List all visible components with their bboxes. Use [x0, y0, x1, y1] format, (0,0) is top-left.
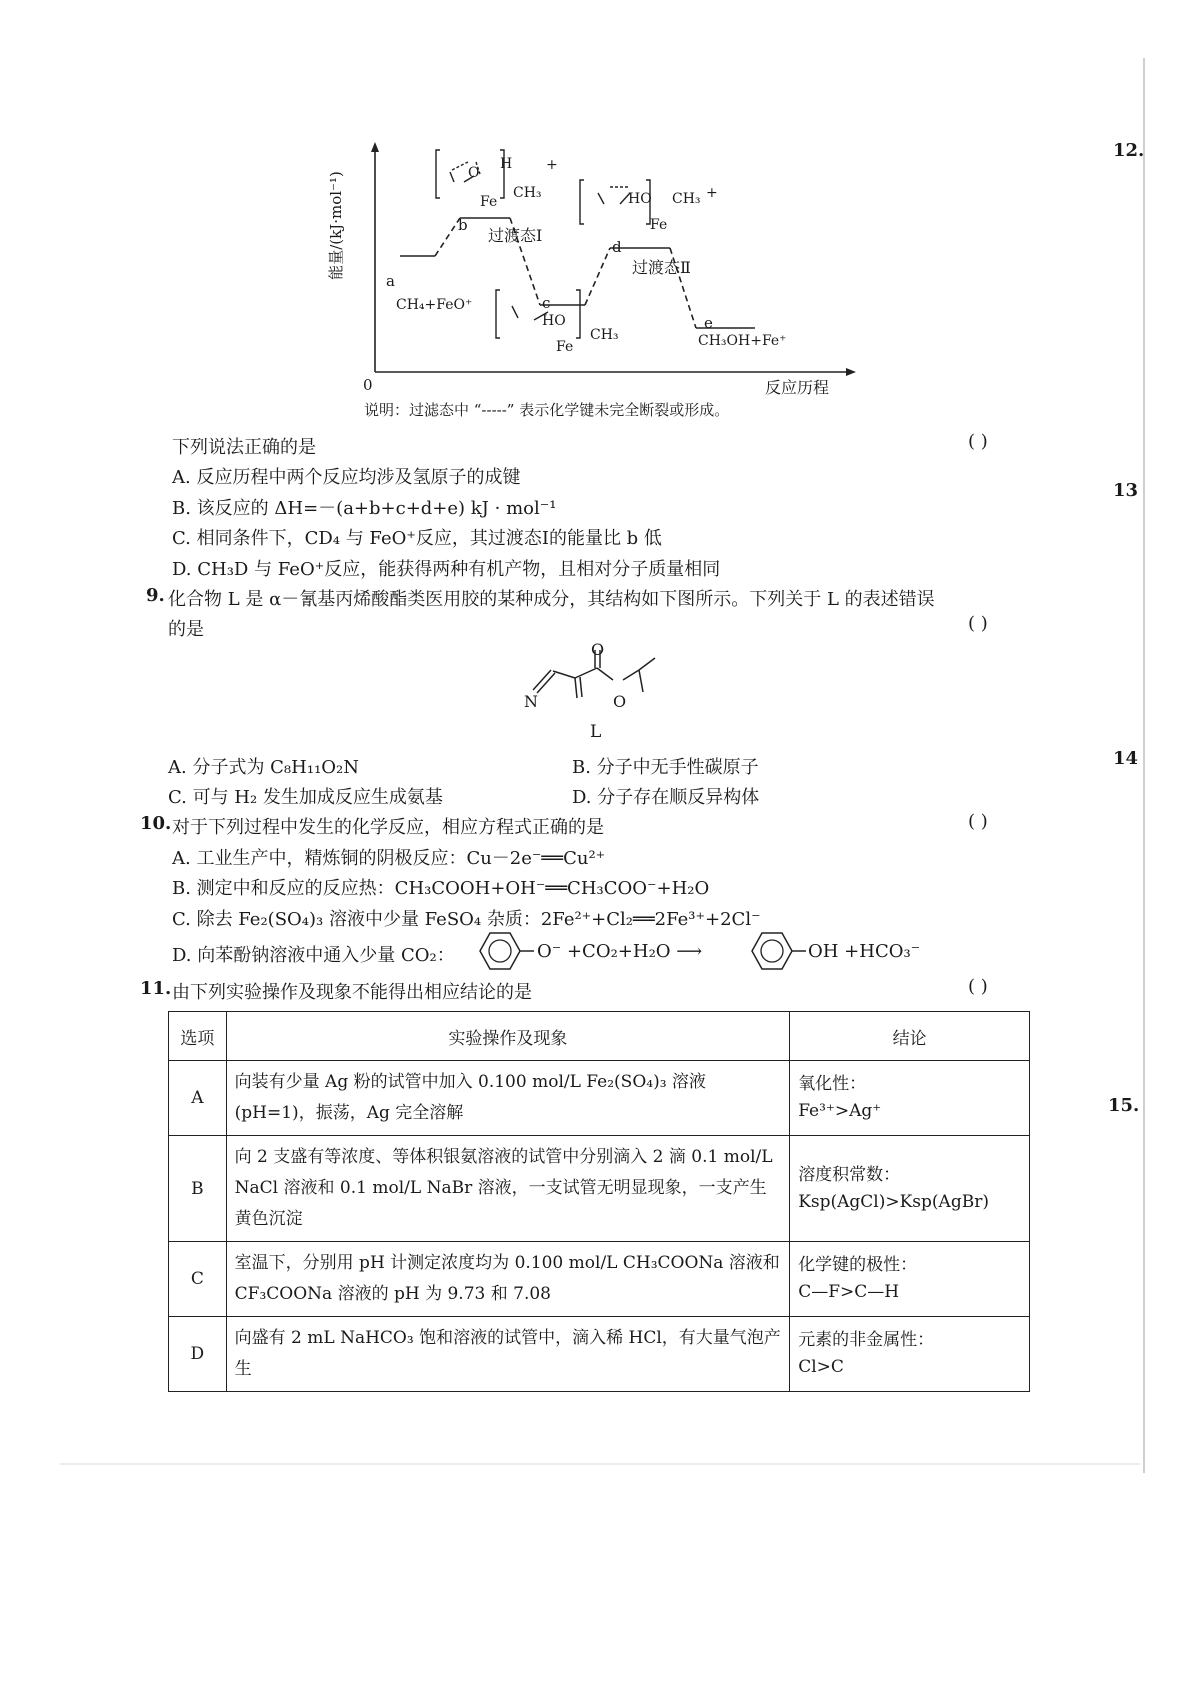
ts1-charge: +	[546, 157, 558, 173]
row-d-option: D	[169, 1317, 227, 1392]
q9-stem-line2: 的是	[168, 619, 204, 640]
table-row	[169, 1242, 1030, 1317]
margin-number-12: 12.	[1113, 140, 1145, 161]
q10-option-a: A. 工业生产中，精炼铜的阴极反应：Cu－2e⁻══Cu²⁺	[172, 848, 606, 869]
row-d-operation: 向盛有 2 mL NaHCO₃ 饱和溶液的试管中，滴入稀 HCl，有大量气泡产生	[226, 1317, 790, 1392]
point-d: d	[612, 238, 622, 256]
diagram-note: 说明：过滤态中 “-----” 表示化学键未完全断裂或形成。	[364, 401, 730, 419]
point-c: c	[542, 294, 551, 312]
q9-option-a: A. 分子式为 C₈H₁₁O₂N	[168, 757, 360, 778]
q10-option-d-middle: O⁻ +CO₂+H₂O ⟶	[537, 941, 703, 962]
q9-option-c: C. 可与 H₂ 发生加成反应生成氨基	[168, 787, 443, 808]
molecule-n: N	[524, 692, 538, 711]
point-b: b	[458, 216, 468, 234]
margin-number-14: 14	[1113, 748, 1139, 769]
row-c-option: C	[169, 1242, 227, 1317]
q10-number	[140, 813, 171, 834]
row-d-conclusion: 元素的非金属性： Cl>C	[790, 1317, 1030, 1392]
row-c-operation: 室温下，分别用 pH 计测定浓度均为 0.100 mol/L CH₃COONa 溶液和 CF₃COONa 溶液的 pH 为 9.73 和 7.08	[226, 1242, 790, 1317]
row-c-conclusion: 化学键的极性： C—F>C—H	[790, 1242, 1030, 1317]
y-axis-label: 能量/(kJ·mol⁻¹)	[326, 171, 345, 280]
q10-answer-paren: ( )	[968, 811, 988, 832]
row-a-conclusion: 氧化性： Fe³⁺>Ag⁺	[790, 1061, 1030, 1136]
ts1-ch3: CH₃	[513, 185, 542, 201]
q8-option-c: C. 相同条件下，CD₄ 与 FeO⁺反应，其过渡态Ⅰ的能量比 b 低	[172, 528, 662, 549]
experiment-table	[168, 1011, 1030, 1392]
q9-option-b: B. 分子中无手性碳原子	[572, 757, 759, 778]
header-option: 选项	[169, 1012, 227, 1061]
benzene-ring-phenoxide-icon	[476, 929, 536, 973]
q8-stem: 下列说法正确的是	[172, 437, 316, 458]
x-axis-arrow	[846, 368, 856, 376]
header-operation: 实验操作及现象	[226, 1012, 790, 1061]
q8-option-b: B. 该反应的 ΔH=－(a+b+c+d+e) kJ · mol⁻¹	[172, 498, 557, 519]
q9-stem-line1: 化合物 L 是 α－氰基丙烯酸酯类医用胶的某种成分，其结构如下图所示。下列关于 L 的表述错误	[168, 589, 935, 610]
int-ho: HO	[542, 313, 566, 329]
ts1-o: O	[468, 165, 480, 181]
row-a-option: A	[169, 1061, 227, 1136]
ts1-label: 过渡态Ⅰ	[488, 226, 543, 245]
q9-number	[146, 585, 165, 606]
int-ch3: CH₃	[590, 327, 619, 343]
q11-stem: 由下列实验操作及现象不能得出相应结论的是	[172, 982, 532, 1003]
point-a: a	[386, 272, 395, 290]
margin-number-13: 13	[1113, 480, 1139, 501]
q11-num: 11.	[140, 978, 172, 999]
q10-option-b: B. 测定中和反应的反应热：CH₃COOH+OH⁻══CH₃COO⁻+H₂O	[172, 878, 710, 899]
benzene-ring-phenol-icon	[748, 929, 808, 973]
reactants-label: CH₄+FeO⁺	[396, 297, 473, 313]
q10-num: 10.	[140, 813, 172, 834]
q10-option-c: C. 除去 Fe₂(SO₄)₃ 溶液中少量 FeSO₄ 杂质：2Fe²⁺+Cl₂══2Fe³⁺+2Cl⁻	[172, 909, 761, 930]
header-conclusion: 结论	[790, 1012, 1030, 1061]
row-a-operation: 向装有少量 Ag 粉的试管中加入 0.100 mol/L Fe₂(SO₄)₃ 溶液(pH=1)，振荡，Ag 完全溶解	[226, 1061, 790, 1136]
q10-stem: 对于下列过程中发生的化学反应，相应方程式正确的是	[172, 817, 604, 838]
q9-answer-paren: ( )	[968, 613, 988, 634]
page-edge-line	[1143, 58, 1145, 1473]
q11-number	[140, 978, 171, 999]
molecule-label-l: L	[590, 722, 602, 742]
q10-option-d-end: OH +HCO₃⁻	[808, 941, 921, 962]
margin-number-15: 15.	[1108, 1095, 1140, 1116]
ts2-charge: +	[706, 185, 718, 201]
q9-option-d: D. 分子存在顺反异构体	[572, 787, 760, 808]
ts2-fe: Fe	[650, 217, 668, 233]
table-row	[169, 1136, 1030, 1242]
point-e: e	[704, 314, 713, 332]
q8-option-d: D. CH₃D 与 FeO⁺反应，能获得两种有机产物，且相对分子质量相同	[172, 559, 721, 580]
q11-answer-paren: ( )	[968, 976, 988, 997]
bottom-fold-line	[60, 1463, 1140, 1465]
products-label: CH₃OH+Fe⁺	[698, 333, 787, 349]
molecule-o-carbonyl: O	[591, 640, 605, 659]
y-axis-arrow	[371, 142, 379, 152]
table-row	[169, 1061, 1030, 1136]
int-fe: Fe	[556, 339, 574, 355]
row-b-option: B	[169, 1136, 227, 1242]
q8-option-a: A. 反应历程中两个反应均涉及氢原子的成键	[172, 467, 521, 488]
q10-option-d-prefix: D. 向苯酚钠溶液中通入少量 CO₂：	[172, 945, 455, 966]
q8-answer-paren: ( )	[968, 431, 988, 452]
ts2-label: 过渡态Ⅱ	[632, 258, 691, 277]
table-header-row	[169, 1012, 1030, 1061]
x-axis-label: 反应历程	[765, 378, 830, 397]
ts2-ch3: CH₃	[672, 191, 701, 207]
table-row	[169, 1317, 1030, 1392]
origin-label: 0	[363, 376, 373, 394]
row-b-operation: 向 2 支盛有等浓度、等体积银氨溶液的试管中分别滴入 2 滴 0.1 mol/L NaCl 溶液和 0.1 mol/L NaBr 溶液，一支试管无明显现象，一支产生黄色沉淀	[226, 1136, 790, 1242]
molecule-o-ester: O	[613, 692, 627, 711]
ts2-ho: HO	[628, 191, 652, 207]
q9-num: 9.	[146, 585, 165, 606]
row-b-conclusion: 溶度积常数： Ksp(AgCl)>Ksp(AgBr)	[790, 1136, 1030, 1242]
ts1-h: H	[500, 156, 513, 172]
ts1-fe: Fe	[480, 194, 498, 210]
